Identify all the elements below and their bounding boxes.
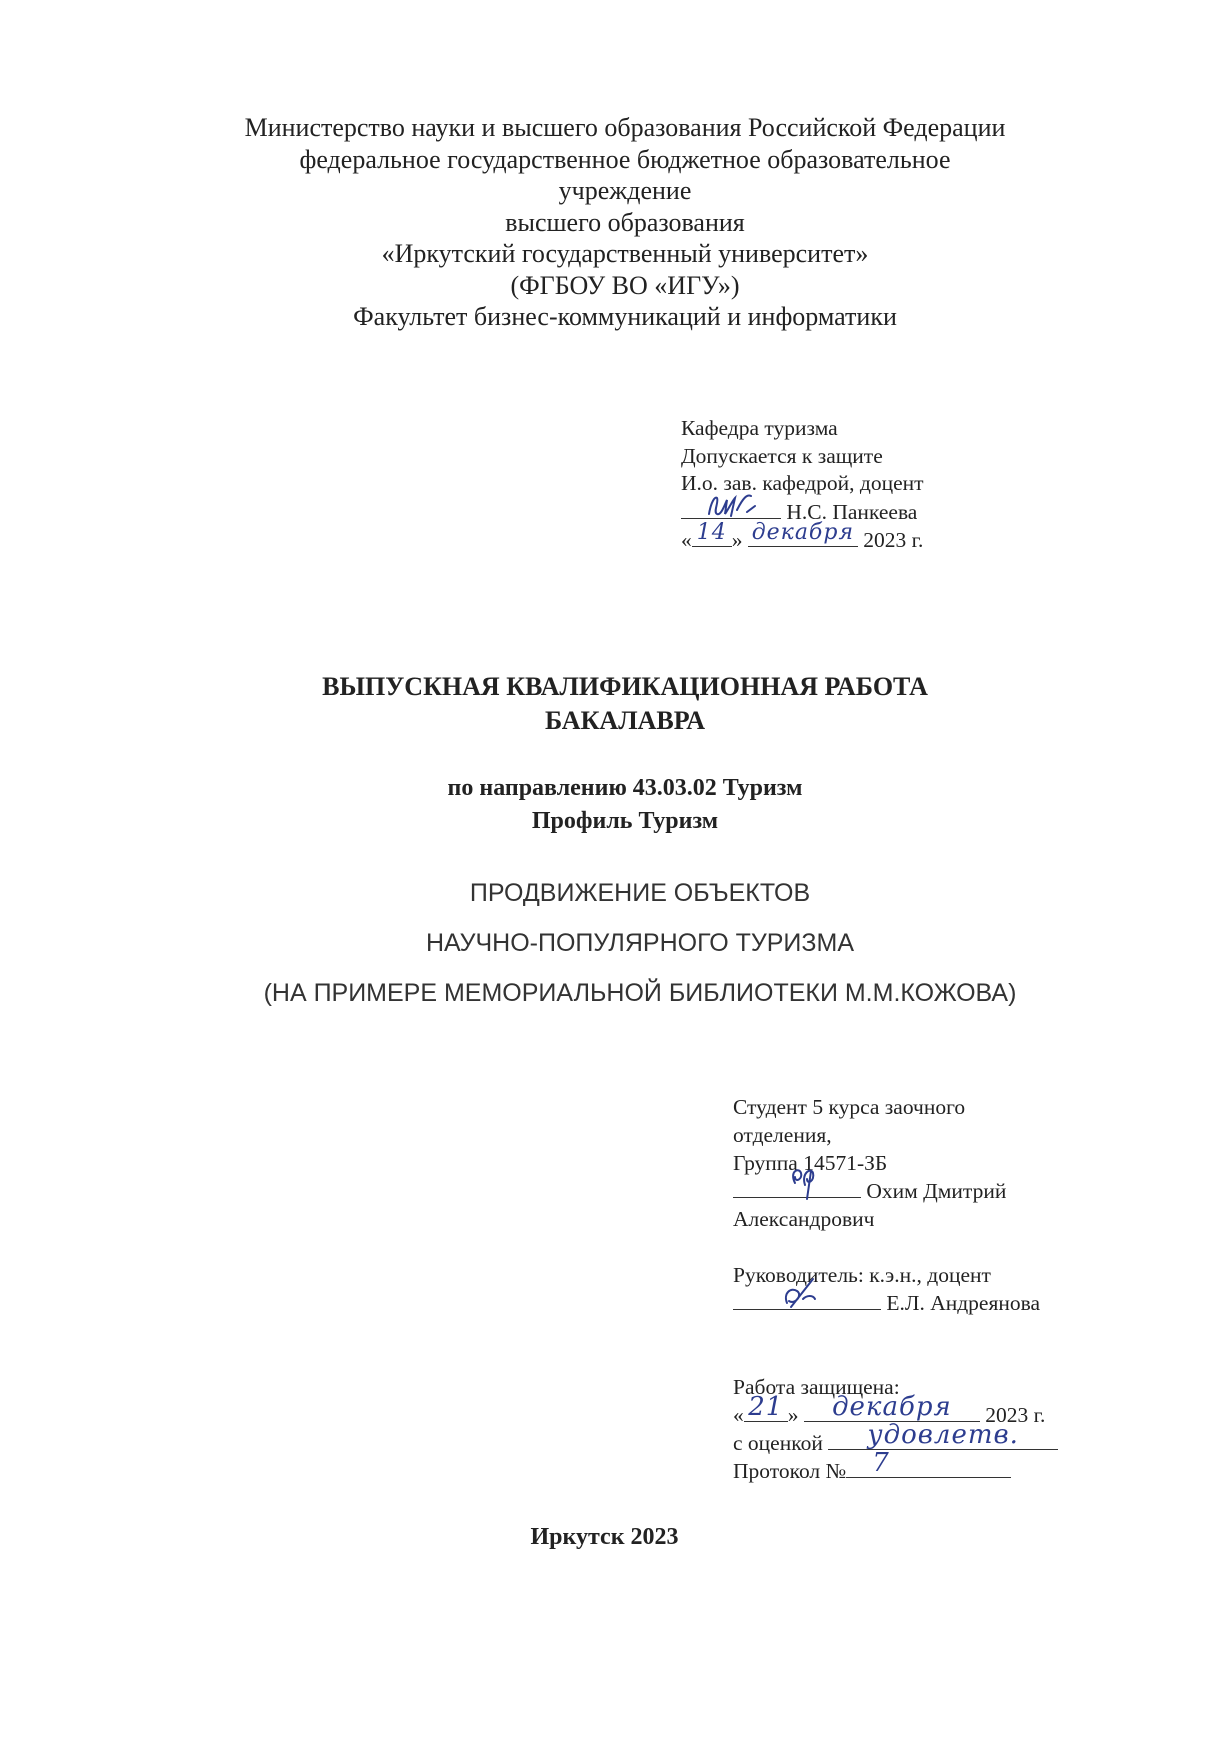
university-abbreviation: (ФГБОУ ВО «ИГУ») <box>510 270 740 300</box>
supervisor-signature-line <box>733 1289 1133 1317</box>
grade-handwritten: удовлетв. <box>867 1420 1019 1450</box>
topic-line-1: ПРОДВИЖЕНИЕ ОБЪЕКТОВ <box>469 879 811 907</box>
defense-day-field <box>744 1392 788 1422</box>
work-type-line-1: ВЫПУСКНАЯ КВАЛИФИКАЦИОННАЯ РАБОТА <box>322 672 928 701</box>
head-name: Н.С. Панкеева <box>786 499 918 524</box>
ministry-line: Министерство науки и высшего образования Российской Федерации <box>244 113 1006 142</box>
student-signature <box>733 1177 861 1198</box>
education-level-line: высшего образования <box>505 207 745 237</box>
protocol-field <box>846 1448 1011 1478</box>
profile-line: Профиль Туризм <box>531 808 719 834</box>
approval-block <box>681 415 1101 555</box>
date-month-field <box>748 519 858 547</box>
defense-year: 2023 г. <box>985 1403 1046 1427</box>
institution-type-line: федеральное государственное бюджетное образовательное <box>299 144 951 174</box>
protocol-number-handwritten: 7 <box>872 1448 890 1478</box>
approval-date <box>681 519 1101 555</box>
student-signature-line <box>733 1177 1133 1205</box>
institution-header <box>130 112 1120 333</box>
supervisor-name: Е.Л. Андреянова <box>886 1291 1041 1315</box>
date-quote-close: » <box>731 528 743 552</box>
work-direction <box>180 772 1070 838</box>
handwritten-signature-icon <box>733 1273 881 1313</box>
defense-quote-open: « <box>733 1403 744 1427</box>
grade-line <box>733 1420 1133 1457</box>
head-signature-line <box>681 498 1101 527</box>
topic-line-2: НАУЧНО-ПОПУЛЯРНОГО ТУРИЗМА <box>426 929 854 957</box>
protocol-label: Протокол № <box>733 1459 847 1483</box>
student-department: отделения, <box>733 1123 832 1147</box>
work-type-line-2: БАКАЛАВРА <box>544 706 706 735</box>
date-year: 2023 г. <box>863 528 924 552</box>
student-patronymic: Александрович <box>733 1207 875 1231</box>
thesis-topic <box>120 868 1160 1018</box>
institution-type-line-2: учреждение <box>558 176 692 205</box>
city-year: Иркутск 2023 <box>530 1524 679 1550</box>
student-course: Студент 5 курса заочного <box>733 1095 966 1119</box>
work-type <box>180 670 1070 738</box>
student-name: Охим Дмитрий <box>866 1179 1007 1203</box>
topic-line-3: (НА ПРИМЕРЕ МЕМОРИАЛЬНОЙ БИБЛИОТЕКИ М.М.КОЖОВА) <box>263 979 1017 1007</box>
defense-month-handwritten: декабря <box>832 1392 952 1422</box>
university-name: «Иркутский государственный университет» <box>381 239 869 268</box>
student-block <box>733 1093 1133 1485</box>
supervisor-signature <box>733 1289 881 1310</box>
student-group: Группа 14571-ЗБ <box>733 1151 888 1175</box>
handwritten-signature-icon <box>681 488 781 522</box>
handwritten-signature-icon <box>733 1161 861 1201</box>
faculty-name: Факультет бизнес-коммуникаций и информатики <box>353 302 897 331</box>
date-month-handwritten: декабря <box>751 519 855 545</box>
date-day-handwritten: 14 <box>696 519 727 545</box>
defense-quote-close: » <box>787 1403 799 1427</box>
defense-label: Работа защищена: <box>733 1375 900 1399</box>
date-day-field <box>692 519 732 547</box>
defense-month-field <box>804 1392 980 1422</box>
direction-line: по направлению 43.03.02 Туризм <box>447 775 803 801</box>
defense-day-handwritten: 21 <box>748 1392 784 1422</box>
supervisor-title: Руководитель: к.э.н., доцент <box>733 1263 991 1287</box>
grade-label: с оценкой <box>733 1431 823 1455</box>
date-quote-open: « <box>681 528 692 552</box>
grade-field <box>828 1420 1058 1450</box>
protocol-line <box>733 1448 1133 1485</box>
head-title: И.о. зав. кафедрой, доцент <box>681 471 924 495</box>
admission-line: Допускается к защите <box>681 443 883 468</box>
department-name: Кафедра туризма <box>681 416 838 440</box>
head-signature <box>681 498 781 519</box>
